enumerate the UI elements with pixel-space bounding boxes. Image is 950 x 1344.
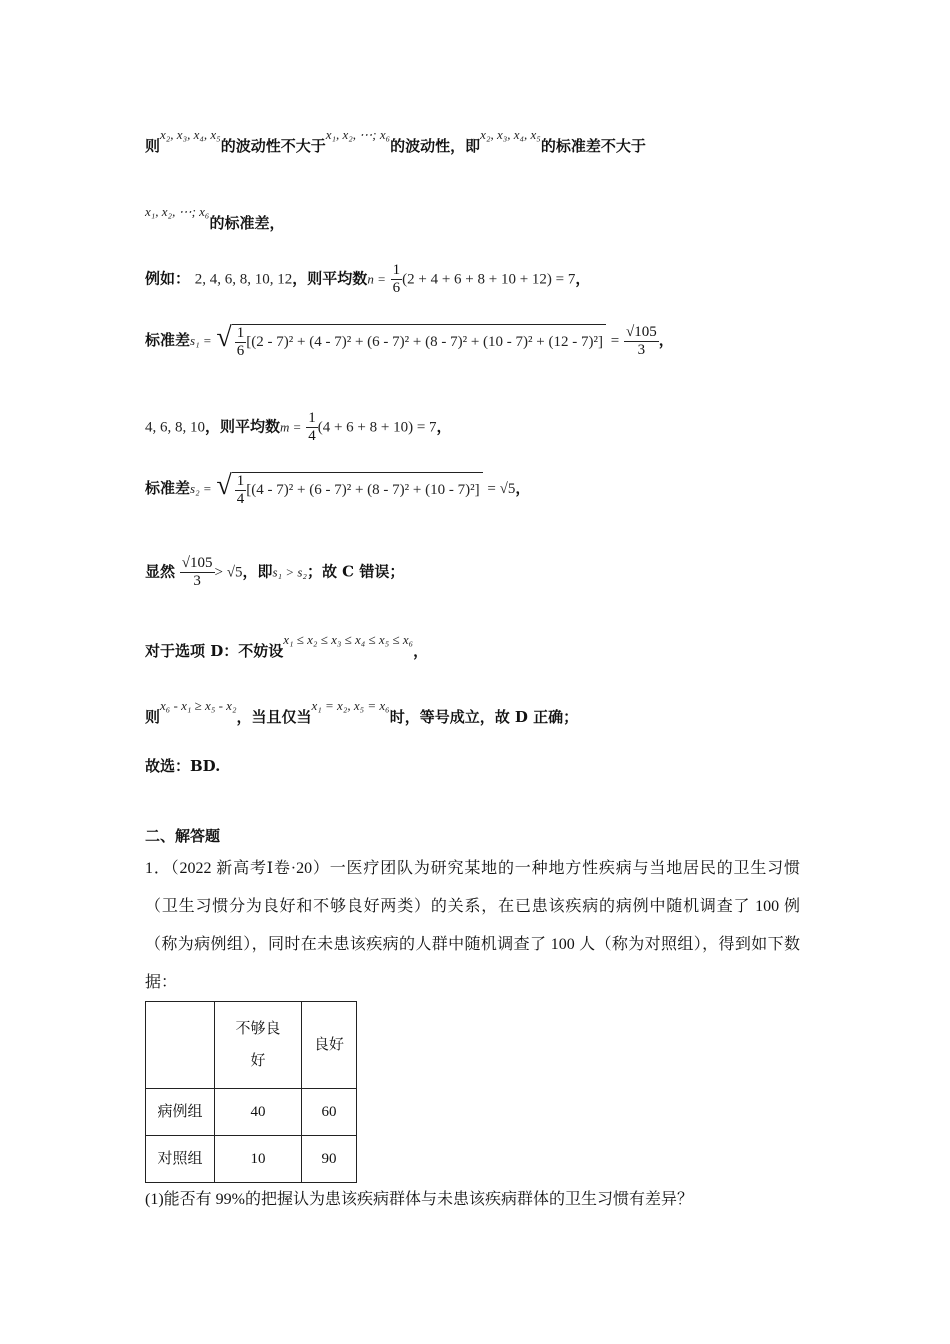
- table-cell: 60: [302, 1089, 357, 1136]
- text: ，即: [242, 562, 273, 581]
- formula: 4, 6, 8, 10: [145, 419, 205, 436]
- text: 的波动性，即: [390, 137, 481, 155]
- solution-line-2: [145, 204, 285, 233]
- header-label: 不够良好: [235, 1021, 281, 1069]
- table-header-row: [146, 1002, 357, 1089]
- formula: n =: [367, 271, 386, 287]
- fraction: [180, 555, 215, 590]
- numerator: √105: [181, 555, 213, 571]
- solution-line-8: [145, 632, 429, 661]
- fraction: [306, 410, 318, 445]
- text: 显然: [145, 562, 176, 581]
- numerator: √105: [626, 323, 657, 340]
- denominator: 6: [392, 280, 401, 296]
- solution-line-4: [145, 322, 674, 360]
- table-cell: 10: [215, 1136, 302, 1183]
- formula: > √5: [214, 564, 243, 581]
- text: 则: [145, 137, 161, 155]
- table-row: [146, 1136, 357, 1183]
- radicand: [232, 472, 483, 508]
- formula: (4 + 6 + 8 + 10) = 7: [317, 419, 437, 436]
- table-cell: 90: [302, 1136, 357, 1183]
- table-cell: 40: [215, 1089, 302, 1136]
- table-header-cell: 良好: [302, 1002, 357, 1089]
- text: ，当且仅当: [236, 708, 312, 726]
- formula: 2, 4, 6, 8, 10, 12: [194, 271, 293, 288]
- problem-text: 1．（2022 新高考Ⅰ卷·20）一医疗团队为研究某地的一种地方性疾病与当地居民的卫生习惯（卫生习惯分为良好和不够良好两类）的关系，在已患该疾病的病例中随机调查了 100 例（称为病例组），同时在未患该疾病的人群中随机调查了 100 人（称为对照组），得到如下数据：: [145, 860, 800, 991]
- row-label: 对照组: [146, 1136, 215, 1183]
- solution-line-6: [145, 470, 530, 508]
- text: 的波动性不大于: [220, 137, 326, 155]
- text: ，则平均数: [205, 417, 281, 436]
- section-title: 二、解答题: [145, 827, 221, 845]
- table-header-cell: [215, 1002, 302, 1089]
- formula: x₁, x₂, ⋯; x₆: [325, 127, 391, 142]
- formula: x₂, x₃, x₄, x₅: [480, 127, 541, 142]
- radicand: [232, 324, 606, 360]
- formula: [(4 - 7)² + (6 - 7)² + (8 - 7)² + (10 - 7)²]: [246, 482, 480, 498]
- square-root: [216, 470, 482, 508]
- radical-sign: √: [216, 470, 232, 501]
- formula: s₁ > s₂: [272, 564, 307, 580]
- solution-line-7: [145, 555, 404, 590]
- text: 则: [145, 708, 161, 726]
- formula: x₂, x₃, x₄, x₅: [160, 127, 221, 142]
- text: 对于选项 D：不妨设: [145, 642, 284, 660]
- text: ，: [436, 417, 452, 436]
- denominator: 3: [193, 573, 201, 589]
- text: 的标准差，: [209, 214, 285, 232]
- numerator: 1: [236, 325, 245, 342]
- formula: m =: [280, 419, 302, 435]
- denominator: 4: [308, 428, 316, 444]
- formula: x₆ - x₁ ≥ x₅ - x₂: [160, 698, 237, 713]
- table-header-cell: [146, 1002, 215, 1089]
- formula: =: [610, 333, 620, 350]
- formula: x₁ = x₂, x₅ = x₆: [311, 698, 390, 713]
- radical-sign: √: [216, 322, 232, 353]
- text: 标准差: [145, 479, 191, 498]
- text: 例如：: [145, 269, 191, 288]
- fraction: [235, 325, 247, 360]
- text: 标准差: [145, 331, 191, 350]
- numerator: 1: [308, 410, 316, 426]
- numerator: 1: [392, 262, 401, 278]
- fraction: [391, 262, 403, 297]
- solution-line-1: [145, 127, 646, 156]
- data-table: [145, 1001, 357, 1183]
- formula: = √5: [487, 481, 516, 498]
- fraction: [624, 324, 659, 359]
- solution-line-3: [145, 262, 590, 297]
- formula: x₁, x₂, ⋯; x₆: [145, 204, 210, 219]
- text: 时，等号成立，故 D 正确；: [389, 708, 579, 726]
- square-root: [216, 322, 606, 360]
- solution-line-9: [145, 698, 579, 727]
- fraction: [235, 473, 247, 508]
- text: ，: [575, 269, 591, 288]
- text: ；故 C 错误；: [306, 562, 405, 581]
- row-label: 病例组: [146, 1089, 215, 1136]
- text: ，则平均数: [292, 269, 368, 288]
- question-1: (1)能否有 99%的把握认为患该疾病群体与未患该疾病群体的卫生习惯有差异？: [145, 1191, 693, 1208]
- formula: s₁ =: [190, 333, 212, 349]
- text: ，: [413, 642, 429, 660]
- denominator: 4: [236, 491, 245, 508]
- answer: 故选：BD.: [145, 757, 221, 775]
- solution-line-10: [145, 755, 220, 776]
- formula: (2 + 4 + 6 + 8 + 10 + 12) = 7: [402, 271, 576, 288]
- formula: [(2 - 7)² + (4 - 7)² + (6 - 7)² + (8 - 7)² + (10 - 7)² + (12 - 7)²]: [246, 334, 603, 350]
- text: 的标准差不大于: [540, 137, 646, 155]
- numerator: 1: [236, 473, 245, 490]
- denominator: 3: [637, 341, 646, 358]
- text: ，: [658, 331, 674, 350]
- table-row: [146, 1089, 357, 1136]
- solution-line-5: [145, 410, 452, 445]
- formula: x₁ ≤ x₂ ≤ x₃ ≤ x₄ ≤ x₅ ≤ x₆: [283, 632, 414, 647]
- text: ，: [515, 479, 531, 498]
- formula: s₂ =: [190, 481, 212, 497]
- denominator: 6: [236, 343, 245, 360]
